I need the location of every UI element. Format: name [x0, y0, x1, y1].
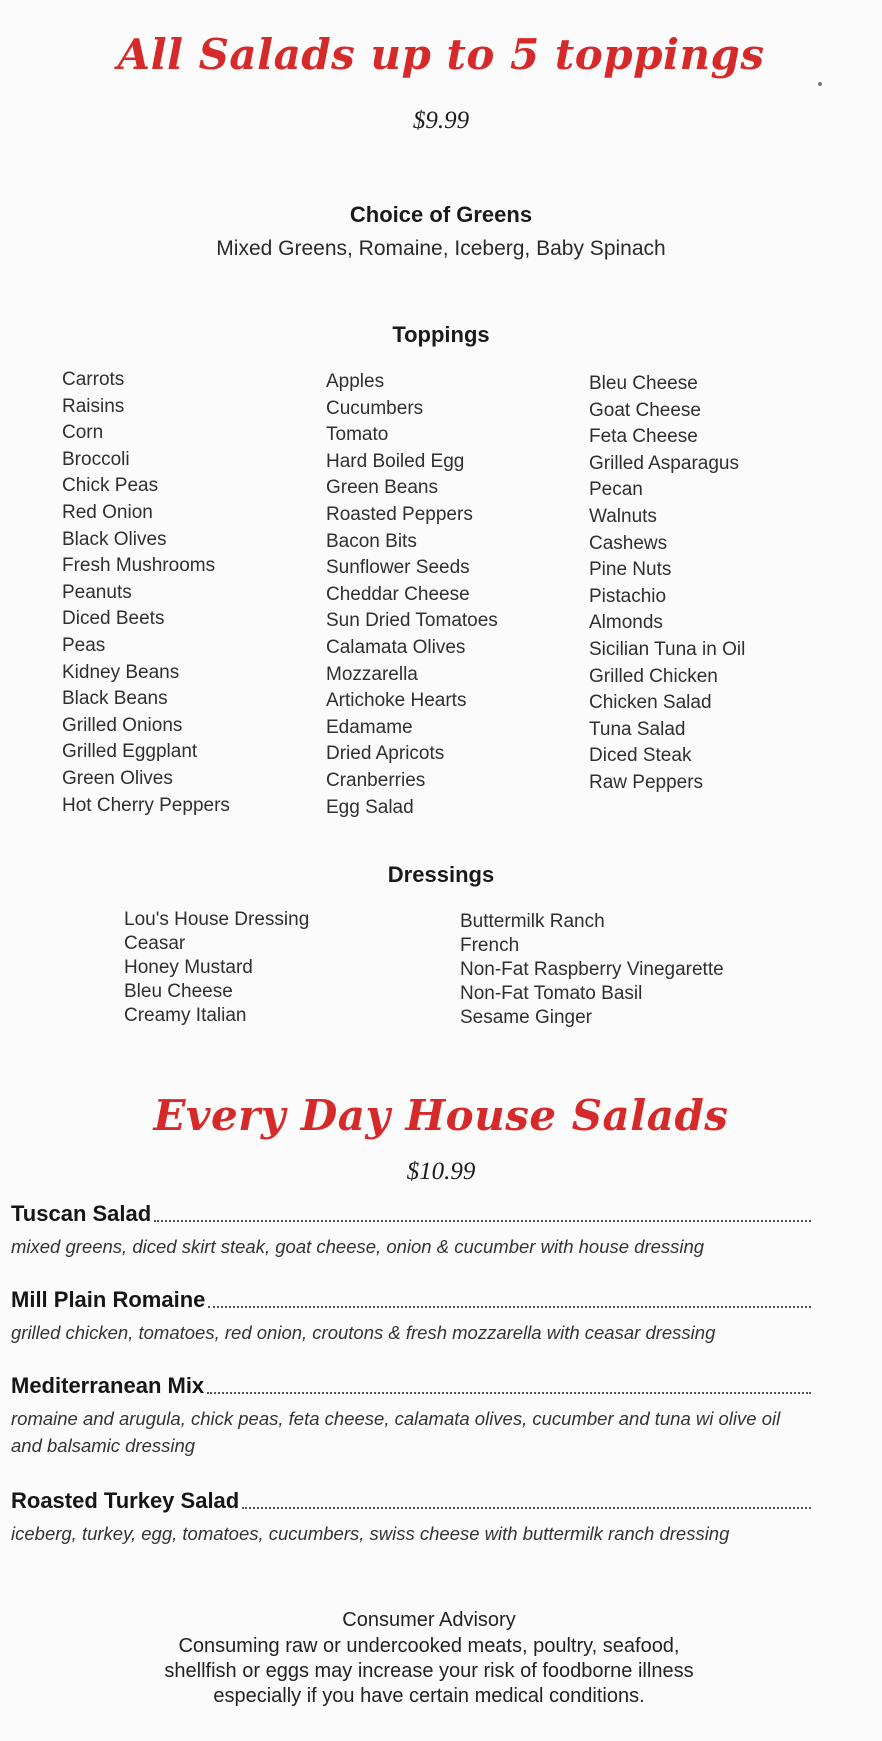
house-salads-title: Every Day House Salads [153, 1091, 729, 1140]
topping-item: Pecan [589, 479, 643, 501]
dressing-item: Bleu Cheese [124, 981, 233, 1002]
topping-item: Mozzarella [326, 663, 418, 685]
topping-item: Cucumbers [326, 397, 424, 419]
greens-heading: Choice of Greens [349, 202, 533, 227]
house-salads-price: $10.99 [406, 1158, 476, 1185]
greens-list: Mixed Greens, Romaine, Iceberg, Baby Spinach [216, 237, 666, 260]
menu-item-description: grilled chicken, tomatoes, red onion, croutons & fresh mozzarella with ceasar dressing [11, 1322, 716, 1343]
topping-item: Apples [326, 371, 385, 392]
topping-item: Tomato [326, 424, 389, 446]
dressing-item: Sesame Ginger [460, 1007, 593, 1028]
menu-item-description: iceberg, turkey, egg, tomatoes, cucumbers, swiss cheese with buttermilk ranch dressing [11, 1523, 730, 1544]
topping-item: Artichoke Hearts [326, 690, 467, 712]
dressings-column-2 [460, 910, 724, 1030]
topping-item: Hot Cherry Peppers [62, 794, 230, 816]
dressings-heading: Dressings [387, 862, 495, 887]
topping-item: Broccoli [62, 448, 130, 470]
menu-item [11, 1287, 811, 1346]
advisory-title: Consumer Advisory [342, 1609, 516, 1631]
topping-item: Cashews [589, 532, 668, 554]
paper-speck [818, 82, 822, 86]
topping-item: Raisins [62, 395, 125, 417]
topping-item: Grilled Chicken [589, 665, 718, 687]
menu-item-name: Tuscan Salad [11, 1201, 152, 1226]
topping-item: Corn [62, 422, 104, 444]
topping-item: Black Olives [62, 528, 167, 550]
menu-item-name: Mediterranean Mix [11, 1373, 205, 1398]
menu-item-name: Mill Plain Romaine [11, 1287, 206, 1312]
topping-item: Almonds [589, 612, 663, 634]
topping-item: Grilled Eggplant [62, 741, 198, 763]
advisory-line-3: especially if you have certain medical conditions. [213, 1685, 645, 1707]
topping-item: Chick Peas [62, 475, 159, 497]
salads-title: All Salads up to 5 toppings [117, 30, 765, 79]
topping-item: Goat Cheese [589, 399, 701, 421]
topping-item: Dried Apricots [326, 743, 445, 765]
topping-item: Tuna Salad [589, 718, 686, 740]
menu-item [11, 1201, 811, 1260]
topping-item: Hard Boiled Egg [326, 450, 465, 472]
topping-item: Cheddar Cheese [326, 583, 470, 605]
toppings-heading: Toppings [392, 322, 490, 347]
dressings-column-1 [124, 908, 309, 1028]
salads-price: $9.99 [412, 107, 470, 134]
menu-item-description: mixed greens, diced skirt steak, goat cheese, onion & cucumber with house dressing [11, 1236, 705, 1257]
topping-item: Pine Nuts [589, 559, 672, 581]
topping-item: Red Onion [62, 501, 153, 523]
advisory-line-1: Consuming raw or undercooked meats, poultry, seafood, [178, 1635, 680, 1657]
dressing-item: Creamy Italian [124, 1005, 247, 1026]
topping-item: Green Beans [326, 477, 438, 499]
topping-item: Kidney Beans [62, 661, 180, 683]
topping-item: Feta Cheese [589, 426, 698, 448]
dot-leader [207, 1391, 811, 1394]
toppings-column-2 [326, 369, 498, 821]
topping-item: Grilled Asparagus [589, 452, 739, 474]
topping-item: Diced Beets [62, 608, 165, 630]
topping-item: Raw Peppers [589, 771, 704, 793]
topping-item: Edamame [326, 716, 413, 738]
consumer-advisory [0, 1608, 858, 1709]
topping-item: Sicilian Tuna in Oil [589, 638, 746, 660]
topping-item: Sun Dried Tomatoes [326, 610, 498, 632]
topping-item: Bacon Bits [326, 530, 417, 552]
topping-item: Green Olives [62, 767, 173, 789]
topping-item: Sunflower Seeds [326, 557, 470, 579]
topping-item: Carrots [62, 369, 125, 390]
topping-item: Roasted Peppers [326, 503, 473, 525]
toppings-column-1 [62, 367, 230, 819]
topping-item: Chicken Salad [589, 692, 712, 714]
menu-item [11, 1373, 811, 1459]
toppings-column-3 [589, 371, 745, 797]
topping-item: Walnuts [589, 505, 657, 527]
dressing-item: Buttermilk Ranch [460, 911, 605, 932]
advisory-line-2: shellfish or eggs may increase your risk of foodborne illness [164, 1660, 694, 1682]
dressing-item: Non-Fat Raspberry Vinegarette [460, 959, 724, 980]
topping-item: Diced Steak [589, 745, 692, 767]
dot-leader [208, 1305, 811, 1308]
topping-item: Egg Salad [326, 796, 414, 818]
topping-item: Grilled Onions [62, 714, 183, 736]
topping-item: Peas [62, 634, 106, 656]
menu-item-description: romaine and arugula, chick peas, feta cheese, calamata olives, cucumber and tuna wi olive oil and balsamic dressing [11, 1408, 781, 1456]
topping-item: Bleu Cheese [589, 373, 698, 394]
dressing-item: Ceasar [124, 933, 186, 954]
topping-item: Cranberries [326, 769, 426, 791]
topping-item: Peanuts [62, 581, 132, 603]
dressing-item: French [460, 935, 520, 956]
topping-item: Fresh Mushrooms [62, 555, 216, 577]
dressing-item: Non-Fat Tomato Basil [460, 983, 643, 1004]
dressing-item: Lou's House Dressing [124, 909, 310, 930]
menu-item-name: Roasted Turkey Salad [11, 1488, 240, 1513]
dot-leader [154, 1219, 811, 1222]
menu-item [11, 1488, 811, 1547]
topping-item: Pistachio [589, 585, 667, 607]
dressing-item: Honey Mustard [124, 957, 253, 978]
topping-item: Black Beans [62, 688, 168, 710]
dot-leader [242, 1506, 811, 1509]
topping-item: Calamata Olives [326, 636, 466, 658]
